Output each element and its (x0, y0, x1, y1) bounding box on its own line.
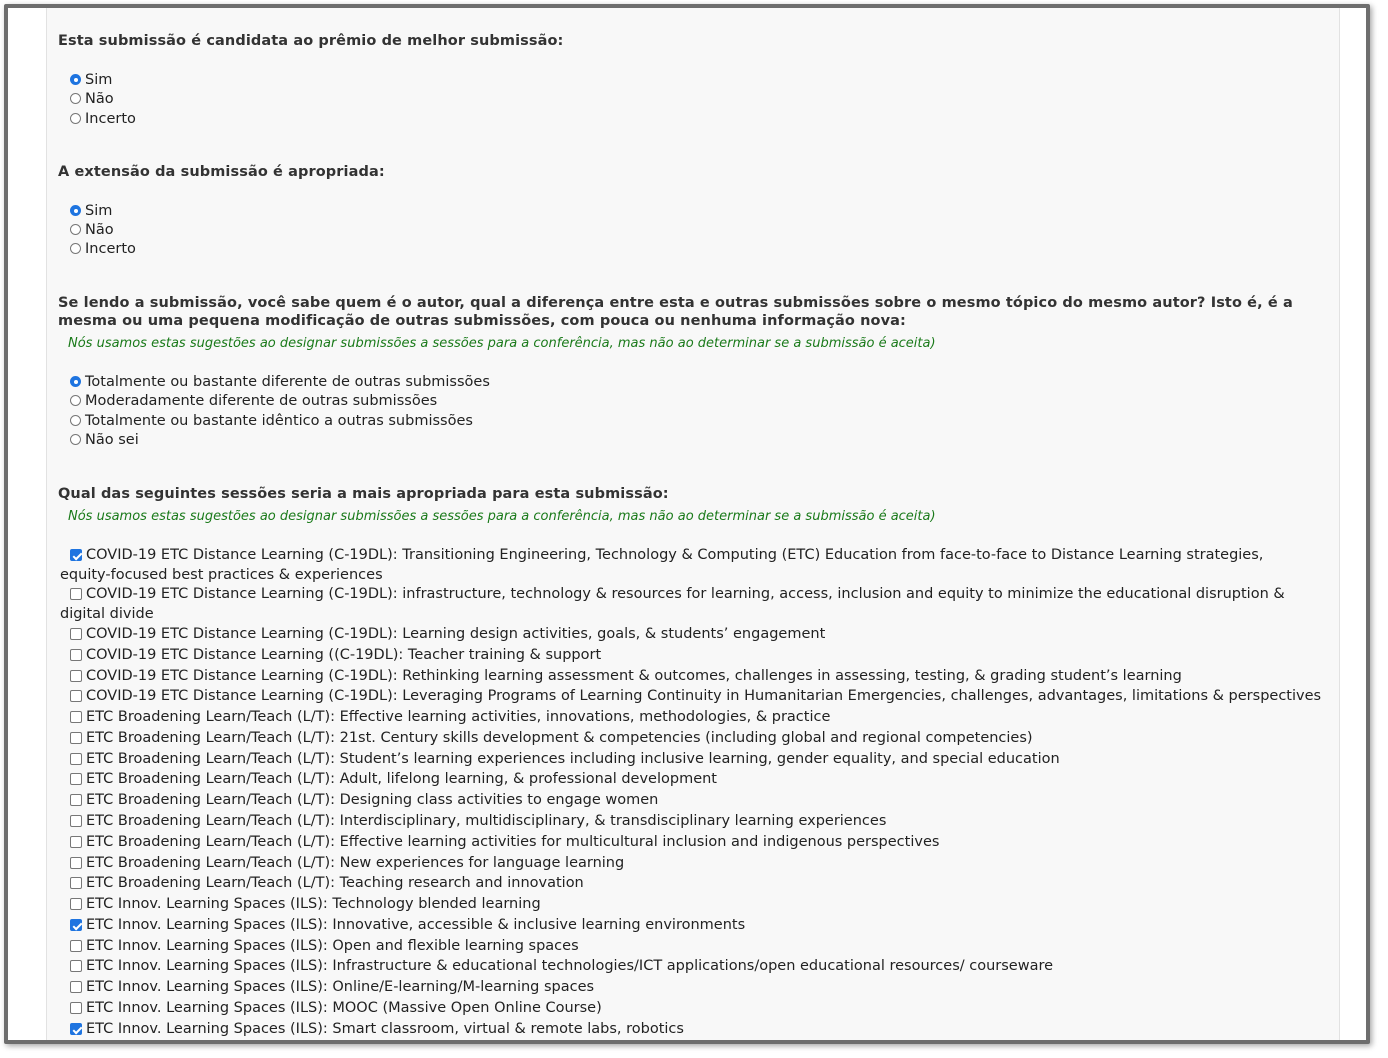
session-label: ETC Broadening Learn/Teach (L/T): Effective learning activities for multicultural inclusion and indigenous perspectives (86, 834, 940, 850)
session-label: COVID-19 ETC Distance Learning (C-19DL): Transitioning Engineering, Technology & Computing (ETC) Education from face-to-face to Distance Learning strategies, (86, 547, 1264, 563)
q3-option-label: Moderadamente diferente de outras submissões (85, 393, 438, 409)
session-label: ETC Broadening Learn/Teach (L/T): Teaching research and innovation (86, 875, 584, 891)
q3-option-3[interactable] (70, 430, 139, 450)
session-item[interactable] (70, 686, 1321, 706)
radio-icon[interactable] (70, 93, 81, 104)
q2-option-label: Incerto (85, 241, 136, 257)
checkbox-checked-icon[interactable] (70, 919, 82, 931)
checkbox-checked-icon[interactable] (70, 549, 82, 561)
checkbox-checked-icon[interactable] (70, 1023, 82, 1035)
q3-hint: Nós usamos estas sugestões ao designar submissões a sessões para a conferência, mas não ao determinar se a submissão é aceita) (68, 336, 936, 351)
session-label: ETC Innov. Learning Spaces (ILS): MOOC (Massive Open Online Course) (86, 1000, 602, 1016)
session-label: ETC Broadening Learn/Teach (L/T): Effective learning activities, innovations, methodologies, & practice (86, 709, 831, 725)
checkbox-icon[interactable] (70, 773, 82, 785)
q1-option-nao[interactable] (70, 89, 114, 109)
q1-option-label: Não (85, 91, 114, 107)
q2-option-nao[interactable] (70, 220, 114, 240)
session-label: ETC Broadening Learn/Teach (L/T): Interdisciplinary, multidisciplinary, & transdisciplinary learning experiences (86, 813, 887, 829)
checkbox-icon[interactable] (70, 628, 82, 640)
session-item[interactable] (70, 749, 1060, 769)
session-item[interactable] (70, 811, 886, 831)
session-item[interactable] (60, 584, 1320, 624)
q3-option-label: Não sei (85, 432, 139, 448)
session-label: COVID-19 ETC Distance Learning (C-19DL): Learning design activities, goals, & students’ engagement (86, 626, 826, 642)
checkbox-icon[interactable] (70, 649, 82, 661)
session-label: ETC Innov. Learning Spaces (ILS): Open and flexible learning spaces (86, 938, 579, 954)
radio-selected-icon[interactable] (70, 376, 81, 387)
radio-selected-icon[interactable] (70, 74, 81, 85)
session-label: ETC Innov. Learning Spaces (ILS): Online/E-learning/M-learning spaces (86, 979, 595, 995)
session-label-continued: digital divide (60, 606, 154, 622)
session-item[interactable] (70, 624, 825, 644)
checkbox-icon[interactable] (70, 753, 82, 765)
session-label: ETC Broadening Learn/Teach (L/T): 21st. Century skills development & competencies (including global and regional competencies) (86, 730, 1033, 746)
checkbox-icon[interactable] (70, 670, 82, 682)
session-item[interactable] (70, 1019, 684, 1039)
question-session-title: Qual das seguintes sessões seria a mais apropriada para esta submissão: (58, 486, 669, 502)
session-label: ETC Broadening Learn/Teach (L/T): Adult, lifelong learning, & professional development (86, 771, 717, 787)
checkbox-icon[interactable] (70, 940, 82, 952)
question-best-submission-title: Esta submissão é candidata ao prêmio de melhor submissão: (58, 33, 564, 49)
session-item[interactable] (70, 645, 601, 665)
checkbox-icon[interactable] (70, 960, 82, 972)
session-item[interactable] (70, 853, 624, 873)
q4-hint: Nós usamos estas sugestões ao designar submissões a sessões para a conferência, mas não ao determinar se a submissão é aceita) (68, 509, 936, 524)
session-label-continued: equity-focused best practices & experiences (60, 567, 383, 583)
screenshot-frame (4, 4, 1370, 1044)
checkbox-icon[interactable] (70, 588, 82, 600)
q2-option-label: Não (85, 222, 114, 238)
session-item[interactable] (70, 998, 602, 1018)
session-label: ETC Innov. Learning Spaces (ILS): Smart classroom, virtual & remote labs, robotics (86, 1021, 684, 1037)
question-length-title: A extensão da submissão é apropriada: (58, 164, 385, 180)
session-label: ETC Broadening Learn/Teach (L/T): Student’s learning experiences including inclusive learning, gender equality, and special education (86, 751, 1060, 767)
q1-option-sim[interactable] (70, 70, 112, 90)
session-label: ETC Innov. Learning Spaces (ILS): Innovative, accessible & inclusive learning environments (86, 917, 746, 933)
session-label: COVID-19 ETC Distance Learning (C-19DL): Rethinking learning assessment & outcomes, challenges in assessing, testing, & grading student’s learning (86, 668, 1182, 684)
session-item[interactable] (70, 977, 594, 997)
q3-option-label: Totalmente ou bastante idêntico a outras submissões (85, 413, 473, 429)
session-item[interactable] (70, 873, 584, 893)
q1-option-label: Sim (85, 72, 113, 88)
radio-icon[interactable] (70, 224, 81, 235)
session-item[interactable] (70, 915, 745, 935)
radio-icon[interactable] (70, 243, 81, 254)
session-item[interactable] (70, 769, 717, 789)
q3-option-0[interactable] (70, 372, 490, 392)
session-item[interactable] (70, 832, 939, 852)
session-label: ETC Broadening Learn/Teach (L/T): New experiences for language learning (86, 855, 625, 871)
session-label: COVID-19 ETC Distance Learning (C-19DL): Leveraging Programs of Learning Continuity in Humanitarian Emergencies, challenges, advantages, limitations & perspectives (86, 688, 1322, 704)
session-item[interactable] (60, 545, 1320, 585)
session-item[interactable] (70, 956, 1053, 976)
checkbox-icon[interactable] (70, 732, 82, 744)
radio-selected-icon[interactable] (70, 205, 81, 216)
session-label: COVID-19 ETC Distance Learning (C-19DL): infrastructure, technology & resources for learning, access, inclusion and equity to minimize the educational disruption & (86, 586, 1285, 602)
checkbox-icon[interactable] (70, 836, 82, 848)
checkbox-icon[interactable] (70, 857, 82, 869)
session-item[interactable] (70, 728, 1033, 748)
session-item[interactable] (70, 894, 541, 914)
checkbox-icon[interactable] (70, 1002, 82, 1014)
checkbox-icon[interactable] (70, 711, 82, 723)
q2-option-label: Sim (85, 203, 113, 219)
q3-option-1[interactable] (70, 391, 437, 411)
session-label: ETC Innov. Learning Spaces (ILS): Technology blended learning (86, 896, 541, 912)
question-originality-title: Se lendo a submissão, você sabe quem é o autor, qual a diferença entre esta e outras submissões sobre o mesmo tópico do mesmo autor? Isto é, é a mesma ou uma pequena modificação de outras submissões, com pouca ou nenhuma informação nova: (58, 295, 1293, 329)
session-item[interactable] (70, 790, 658, 810)
session-item[interactable] (70, 666, 1182, 686)
radio-icon[interactable] (70, 415, 81, 426)
checkbox-icon[interactable] (70, 815, 82, 827)
q3-option-2[interactable] (70, 411, 473, 431)
checkbox-icon[interactable] (70, 981, 82, 993)
session-label: ETC Broadening Learn/Teach (L/T): Designing class activities to engage women (86, 792, 659, 808)
radio-icon[interactable] (70, 395, 81, 406)
q2-option-sim[interactable] (70, 201, 112, 221)
q1-option-label: Incerto (85, 111, 136, 127)
q2-option-incerto[interactable] (70, 239, 136, 259)
checkbox-icon[interactable] (70, 898, 82, 910)
radio-icon[interactable] (70, 113, 81, 124)
session-item[interactable] (70, 707, 830, 727)
q3-option-label: Totalmente ou bastante diferente de outras submissões (85, 374, 490, 390)
checkbox-icon[interactable] (70, 690, 82, 702)
q1-option-incerto[interactable] (70, 109, 136, 129)
radio-icon[interactable] (70, 434, 81, 445)
session-label: COVID-19 ETC Distance Learning ((C-19DL): Teacher training & support (86, 647, 602, 663)
checkbox-icon[interactable] (70, 794, 82, 806)
session-item[interactable] (70, 936, 579, 956)
session-label: ETC Innov. Learning Spaces (ILS): Infrastructure & educational technologies/ICT applications/open educational resources/ courseware (86, 958, 1054, 974)
checkbox-icon[interactable] (70, 877, 82, 889)
